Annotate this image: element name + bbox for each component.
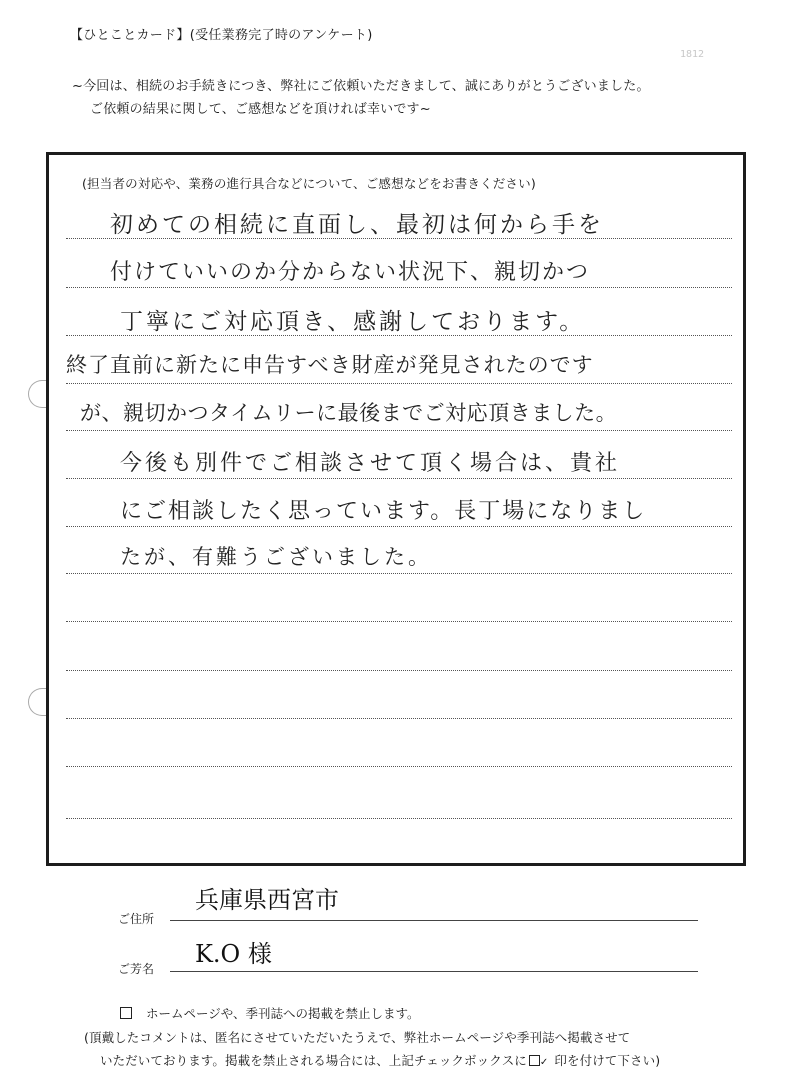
greeting-line-2: ご依頼の結果に関して、ご感想などを頂ければ幸いです~	[90, 102, 431, 117]
handwritten-line: 丁寧にご対応頂き、感謝しております。	[120, 309, 586, 335]
footer-note-line-2	[100, 1051, 660, 1069]
name-underline	[170, 971, 698, 972]
name-value: K.O 様	[195, 940, 272, 968]
writing-line	[66, 818, 732, 819]
comment-prompt: (担当者の対応や、業務の進行具合などについて、ご感想などをお書きください)	[82, 176, 536, 191]
writing-line	[66, 430, 732, 431]
check-tick-icon: ✓	[539, 1057, 549, 1068]
handwritten-line: 今後も別件でご相談させて頂く場合は、貴社	[120, 451, 621, 476]
writing-line	[66, 621, 732, 622]
handwritten-line: たが、有難うございました。	[120, 545, 432, 569]
address-underline	[170, 920, 698, 921]
received-stamp: 1812	[680, 49, 705, 60]
handwritten-line: 初めての相続に直面し、最初は何から手を	[110, 212, 604, 238]
writing-line	[66, 478, 732, 479]
handwritten-line: 終了直前に新たに申告すべき財産が発見されたのです	[66, 353, 594, 377]
handwritten-line: 付けていいのか分からない状況下、親切かつ	[110, 260, 591, 285]
address-value: 兵庫県西宮市	[195, 886, 339, 914]
check-mark-icon	[529, 1055, 540, 1066]
footer-note-text-b: 印を付けて下さい)	[554, 1053, 661, 1068]
writing-line	[66, 287, 732, 288]
footer-note-text-a: いただいております。掲載を禁止される場合には、上記チェックボックスに	[100, 1053, 527, 1068]
handwritten-line: が、親切かつタイムリーに最後までご対応頂きました。	[80, 401, 618, 425]
handwritten-line: にご相談したく思っています。長丁場になりまし	[120, 499, 647, 524]
writing-line	[66, 383, 732, 384]
card-title: 【ひとことカード】(受任業務完了時のアンケート)	[70, 28, 373, 43]
greeting-line-1: ~今回は、相続のお手続きにつき、弊社にご依頼いただきまして、誠にありがとうございました。	[72, 79, 650, 94]
address-label: ご住所	[118, 912, 155, 926]
name-label: ご芳名	[118, 962, 155, 976]
writing-line	[66, 573, 732, 574]
footer-note-line-1: (頂戴したコメントは、匿名にさせていただいたうえで、弊社ホームページや季刊誌へ掲載させて	[84, 1030, 631, 1045]
writing-line	[66, 670, 732, 671]
publish-opt-out	[120, 1004, 420, 1022]
opt-out-label: ホームページや、季刊誌への掲載を禁止します。	[146, 1006, 420, 1021]
opt-out-checkbox[interactable]	[120, 1007, 132, 1019]
writing-line	[66, 526, 732, 527]
writing-line	[66, 718, 732, 719]
writing-line	[66, 766, 732, 767]
